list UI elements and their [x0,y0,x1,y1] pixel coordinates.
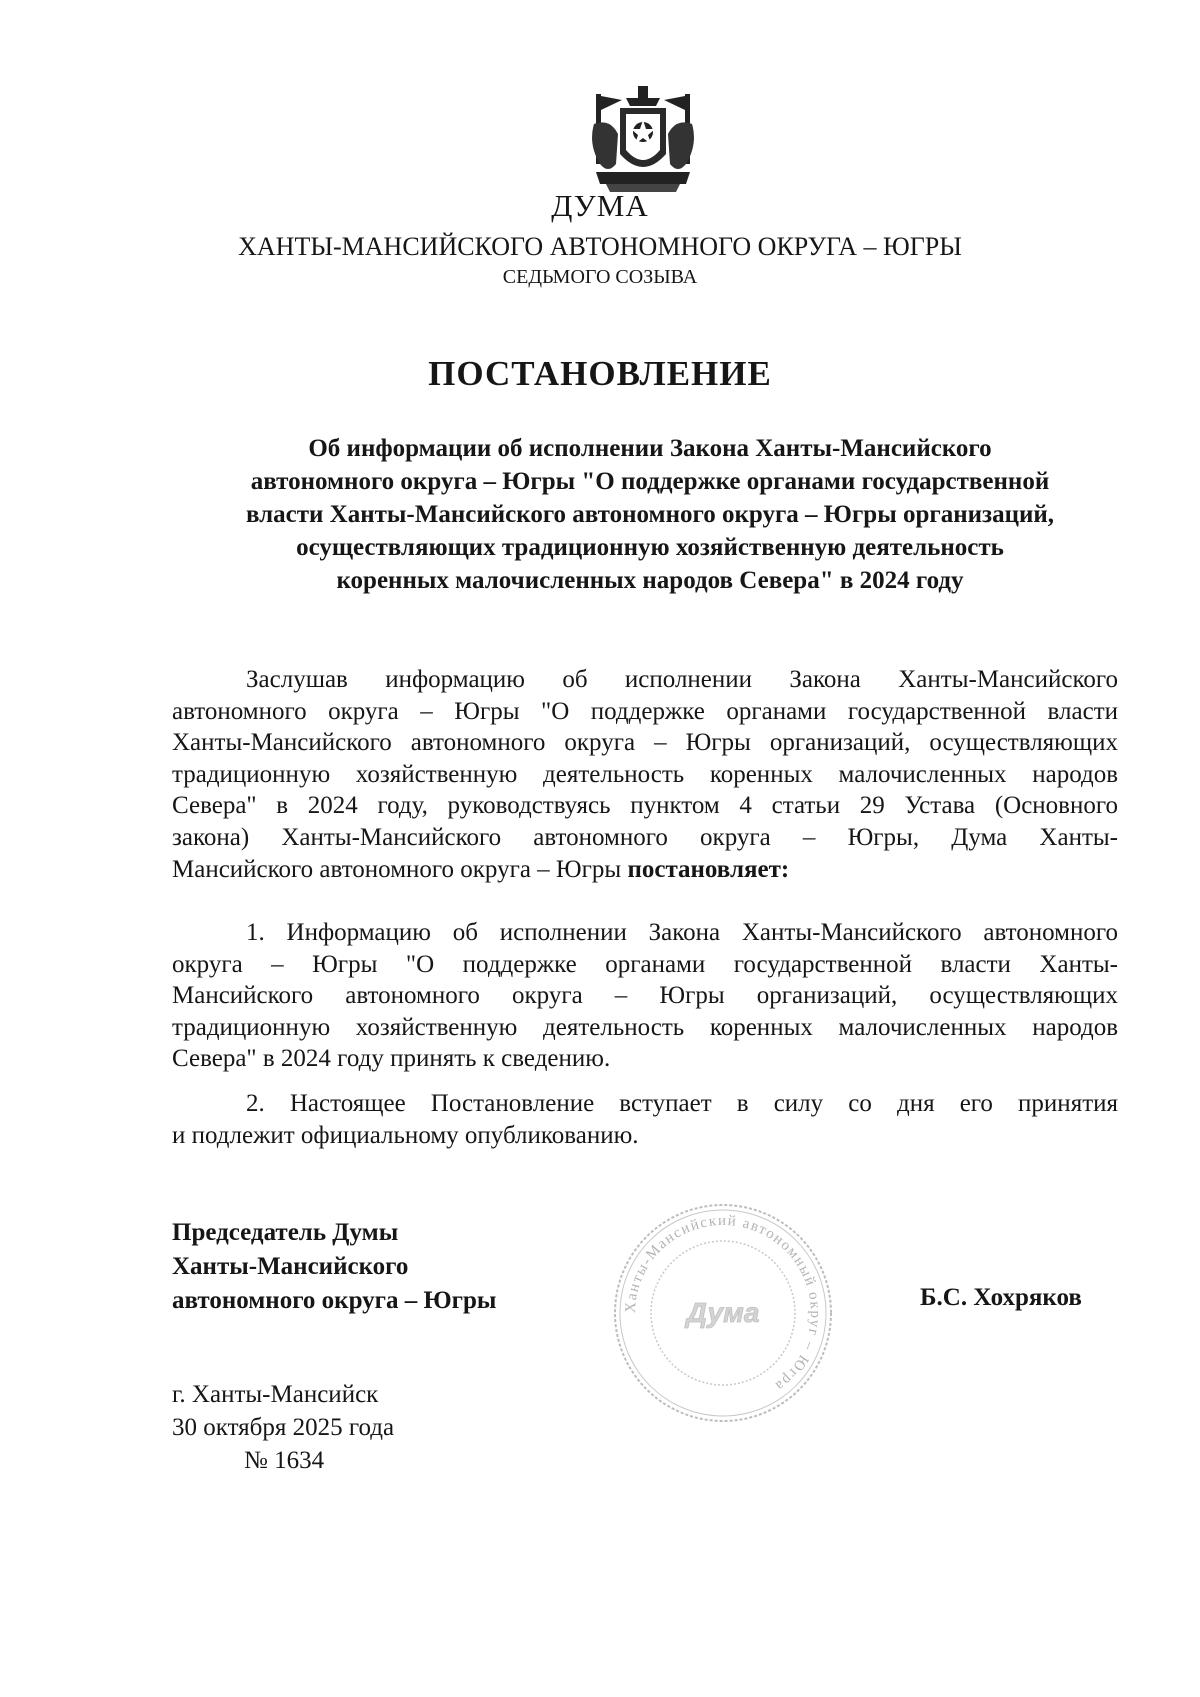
document-date: 30 октября 2025 года [172,1414,395,1441]
document-number: № 1634 [244,1447,325,1474]
preamble-line: закона) Ханты-Мансийского автономного округа – Югры, Дума Ханты- [172,823,1118,851]
title-line: осуществляющих традиционную хозяйственную деятельность [296,534,1004,561]
okrug-heading: ХАНТЫ-МАНСИЙСКОГО АВТОНОМНОГО ОКРУГА – ЮГРЫ [238,232,962,261]
seal-ring-text: Ханты-Мансийский автономный округ – Югра [622,1212,824,1395]
point-1-line: Мансийского автономного округа – Югры организаций, осуществляющих [172,982,1118,1010]
point-2-line: и подлежит официальному опубликованию. [172,1121,639,1149]
title-line: власти Ханты-Мансийского автономного округа – Югры организаций, [245,501,1055,528]
signer-position-line: автономного округа – Югры [172,1287,497,1314]
seal-center-text: Дума [686,1297,760,1328]
title-line: автономного округа – Югры "О поддержке органами государственной [250,468,1050,495]
title-line: Об информации об исполнении Закона Ханты-Мансийского [308,435,992,462]
point-2-paragraph [172,1088,1118,1151]
preamble-last-line [172,854,1118,886]
official-seal-stamp [610,1200,836,1426]
resolves-word: постановляет: [627,855,790,883]
duma-heading: ДУМА [551,188,649,223]
signer-position-line: Ханты-Мансийского [172,1253,409,1280]
document-title [190,432,1110,597]
preamble-line: Ханты-Мансийского автономного округа – Югры организаций, осуществляющих [172,729,1118,757]
point-1-line: Севера" в 2024 году принять к сведению. [172,1045,611,1073]
preamble-paragraph [172,664,1118,885]
city: г. Ханты-Мансийск [172,1381,379,1408]
preamble-line: автономного округа – Югры "О поддержке органами государственной власти [172,697,1118,725]
preamble-line: Севера" в 2024 году, руководствуясь пунктом 4 статьи 29 Устава (Основного [172,792,1118,820]
preamble-line: Заслушав информацию об исполнении Закона Ханты-Мансийского [246,666,1118,693]
signer-name: Б.С. Хохряков [920,1284,1082,1311]
coat-of-arms-icon [586,84,700,198]
place-date-number [172,1378,394,1477]
title-line: коренных малочисленных народов Севера" в 2024 году [336,567,964,594]
point-1-line: округа – Югры "О поддержке органами государственной власти Ханты- [172,950,1118,978]
signer-position [172,1216,496,1318]
signer-position-line: Председатель Думы [172,1219,399,1246]
point-1-line: традиционную хозяйственную деятельность коренных малочисленных народов [172,1013,1118,1041]
point-1-line: 1. Информацию об исполнении Закона Ханты-Мансийского автономного [246,919,1118,946]
preamble-line: Мансийского автономного округа – Югры [172,855,622,883]
point-1-paragraph [172,917,1118,1075]
preamble-line: традиционную хозяйственную деятельность коренных малочисленных народов [172,760,1118,788]
document-type: ПОСТАНОВЛЕНИЕ [428,354,772,393]
point-2-line: 2. Настоящее Постановление вступает в силу со дня его принятия [246,1090,1118,1117]
convocation-heading: СЕДЬМОГО СОЗЫВА [502,266,698,288]
